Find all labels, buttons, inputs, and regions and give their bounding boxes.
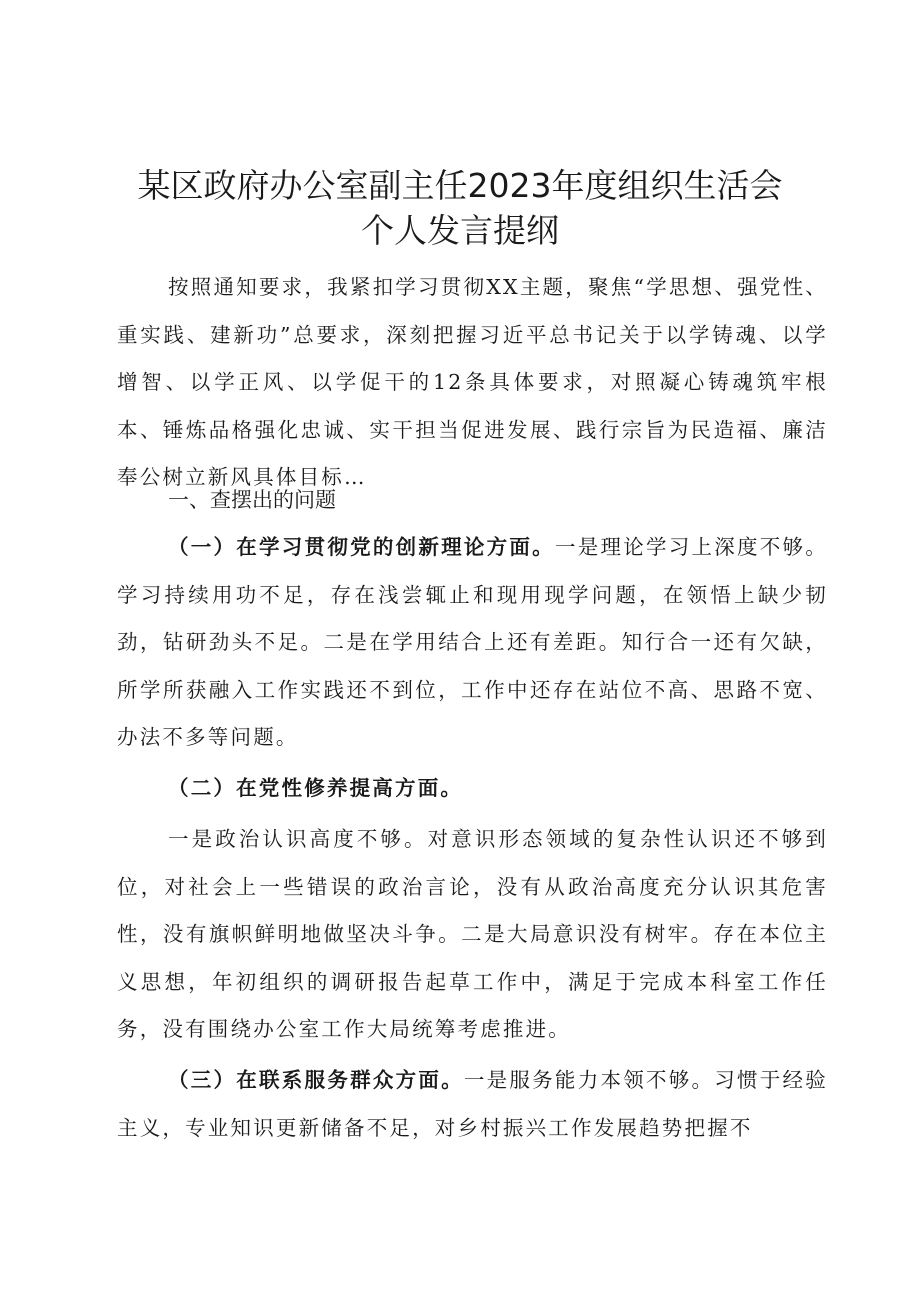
subsection-1-lead: （一）在学习贯彻党的创新理论方面。: [168, 535, 555, 559]
subsection-3-paragraph: [117, 1057, 828, 1152]
intro-paragraph: 按照通知要求，我紧扣学习贯彻XX主题，聚焦“学思想、强党性、重实践、建新功”总要求，深刻把握习近平总书记关于以学铸魂、以学增智、以学正风、以学促干的12条具体要求，对照凝心铸魂筑牢根本、锤炼品格强化忠诚、实干担当促进发展、践行宗旨为民造福、廉洁奉公树立新风具体目标…: [117, 275, 828, 490]
section-heading-problems: 一、查摆出的问题: [168, 488, 336, 512]
subsection-3-lead: （三）在联系服务群众方面。: [168, 1068, 464, 1092]
subsection-3-text: 一是服务能力本领不够。习惯于经验主义，专业知识更新储备不足，对乡村振兴工作发展趋势把握不: [117, 1068, 828, 1140]
document-title-line-1: 某区政府办公室副主任2023年度组织生活会: [137, 166, 783, 205]
subsection-1-paragraph: [117, 524, 828, 762]
document-title-line-2: 个人发言提纲: [361, 211, 559, 250]
subsection-2-paragraph: 一是政治认识高度不够。对意识形态领域的复杂性认识还不够到位，对社会上一些错误的政治言论，没有从政治高度充分认识其危害性，没有旗帜鲜明地做坚决斗争。二是大局意识没有树牢。存在本位主义思想，年初组织的调研报告起草工作中，满足于完成本科室工作任务，没有围绕办公室工作大局统筹考虑推进。: [117, 827, 828, 1042]
subsection-2-heading: （二）在党性修养提高方面。: [168, 776, 464, 800]
subsection-1-text: 一是理论学习上深度不够。学习持续用功不足，存在浅尝辄止和现用现学问题，在领悟上缺少韧劲，钻研劲头不足。二是在学用结合上还有差距。知行合一还有欠缺，所学所获融入工作实践还不到位，工作中还存在站位不高、思路不宽、办法不多等问题。: [117, 535, 828, 750]
